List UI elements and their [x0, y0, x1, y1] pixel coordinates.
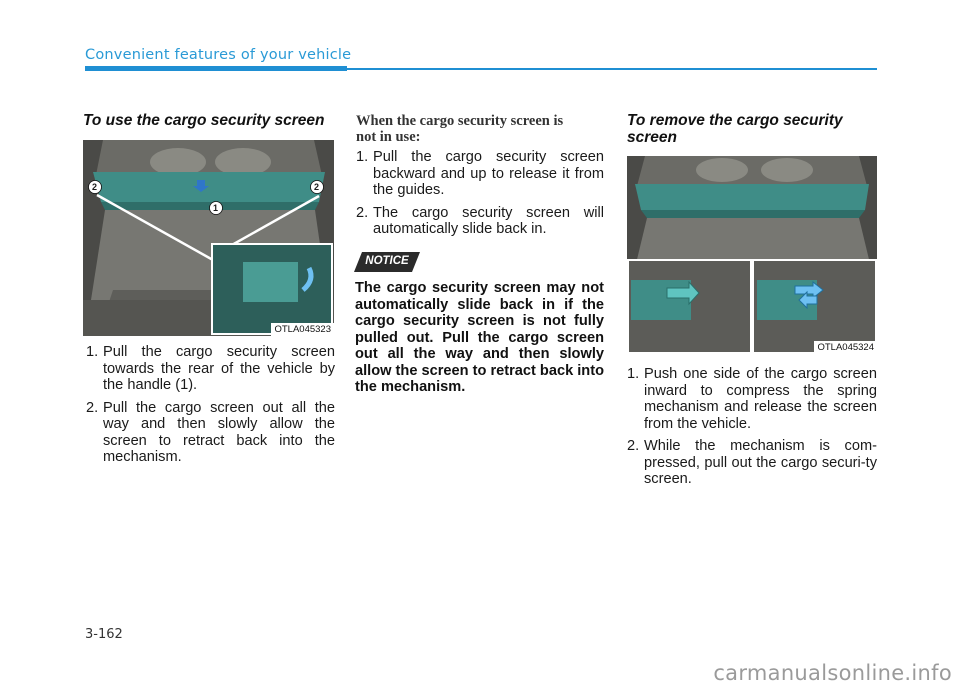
header-rule	[347, 68, 877, 70]
cargo-area-illustration	[83, 140, 334, 336]
step-item: 2. The cargo security screen will automatically slide back in.	[356, 204, 604, 237]
figure-code: OTLA045324	[814, 341, 877, 354]
page-number: 3-162	[85, 627, 123, 642]
figure-cargo-screen-remove	[627, 156, 877, 354]
notice-label: NOTICE	[365, 255, 409, 267]
figure-code: OTLA045323	[271, 323, 334, 336]
callout-1-label: 1	[213, 203, 219, 213]
right-steps	[627, 366, 877, 494]
callout-2-left-label: 2	[92, 182, 98, 192]
step-item: 1. Pull the cargo security screen towards the rear of the vehicle by the handle (1).	[86, 344, 335, 393]
watermark: carmanualsonline.info	[713, 661, 952, 685]
left-steps	[86, 344, 335, 472]
figure-cargo-screen-use	[83, 140, 334, 336]
step-item: 2. Pull the cargo screen out all the way and then slowly allow the screen to retract back into the mechanism.	[86, 399, 335, 465]
right-heading: To remove the cargo security screen	[627, 112, 843, 146]
step-item: 2. While the mechanism is com-pressed, pull out the cargo securi-ty screen.	[627, 438, 877, 487]
notice-badge	[354, 252, 420, 272]
cargo-remove-illustration	[627, 156, 877, 354]
step-item: 1. Push one side of the cargo screen inward to compress the spring mechanism and release the screen from the vehicle.	[627, 366, 877, 432]
notice-text: The cargo security screen may not automatically slide back in if the cargo security screen is not fully pulled out. Pull the cargo screen out all the way and then slowly allow the screen to retract back into the mechanism.	[355, 280, 604, 395]
left-column	[83, 112, 335, 129]
middle-heading: When the cargo security screen is not in use:	[356, 113, 564, 145]
step-item: 1. Pull the cargo security screen backward and up to release it from the guides.	[356, 149, 604, 198]
middle-steps	[356, 149, 604, 244]
callout-2-right-label: 2	[314, 182, 320, 192]
header-rule-accent	[85, 66, 347, 71]
section-title: Convenient features of your vehicle	[85, 47, 352, 63]
left-heading: To use the cargo security screen	[83, 112, 325, 129]
